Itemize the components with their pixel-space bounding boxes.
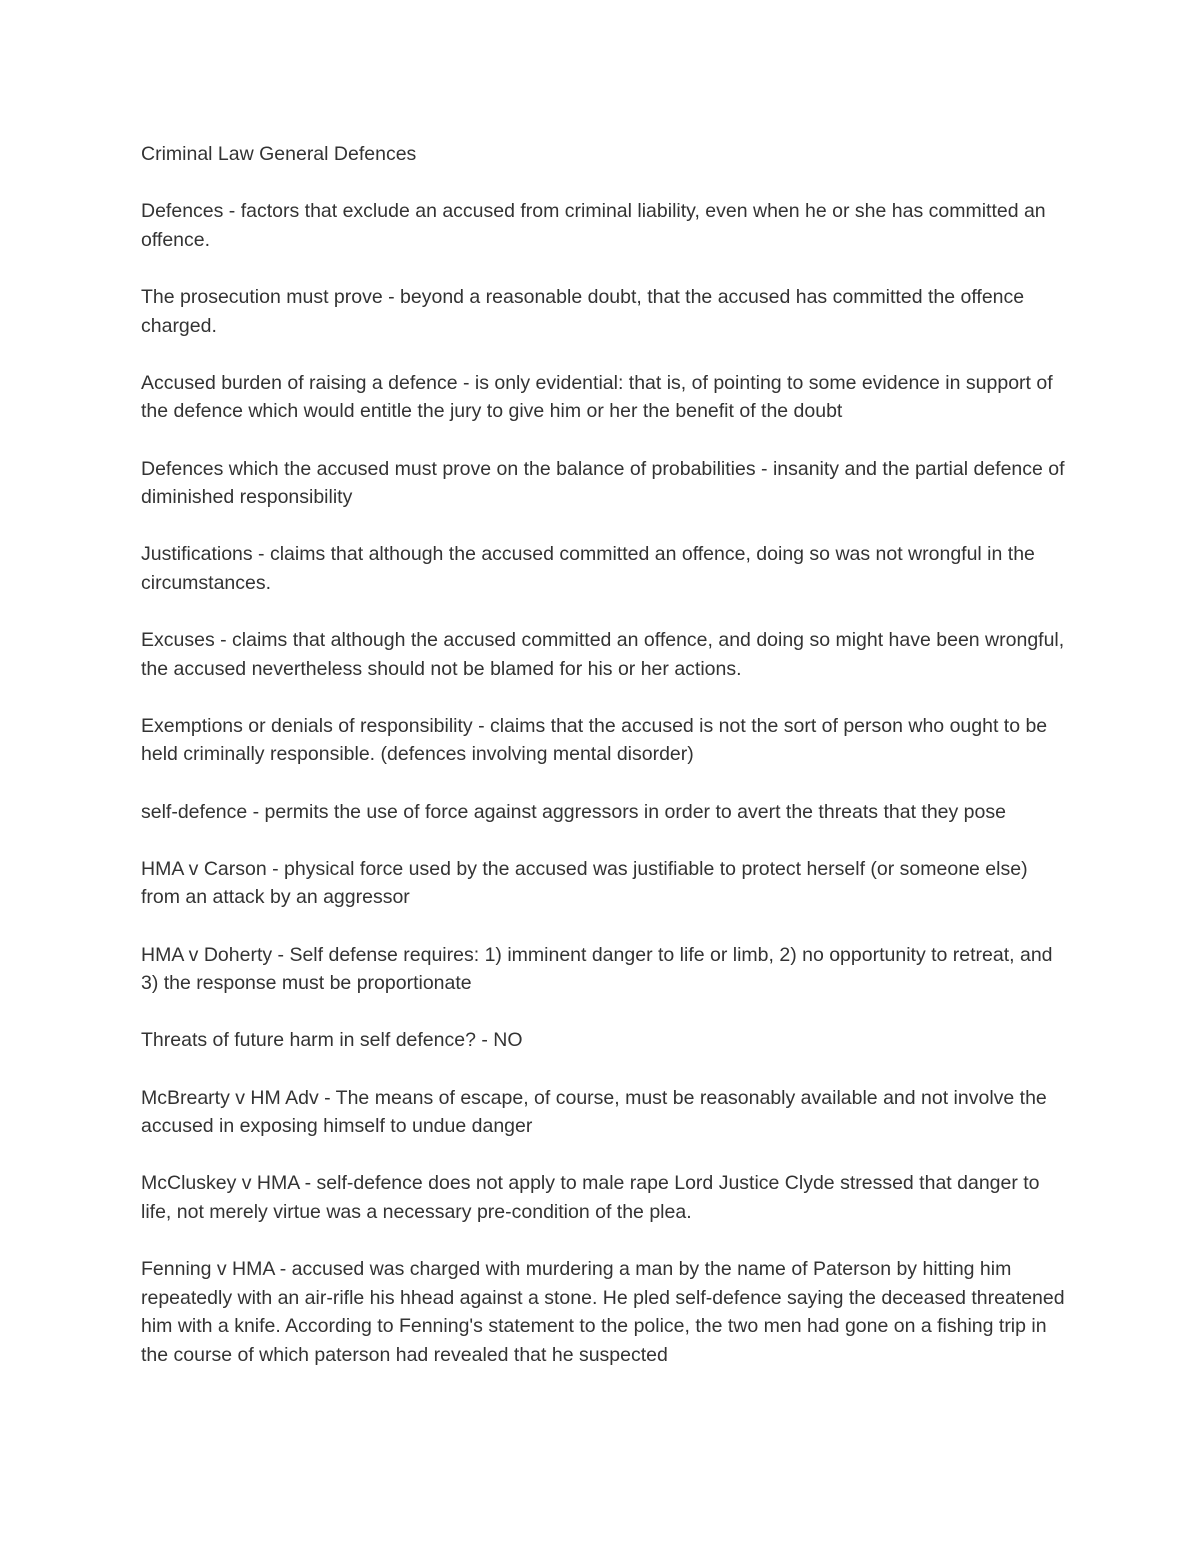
paragraph-exemptions: Exemptions or denials of responsibility - claims that the accused is not the sort of person who ought to be held criminally responsible. (defences involving mental disorder) xyxy=(141,714,1048,766)
paragraph-mccluskey: McCluskey v HMA - self-defence does not apply to male rape Lord Justice Clyde stressed that danger to life, not merely virtue was a necessary pre-condition of the plea. xyxy=(141,1172,1040,1223)
paragraph-prosecution: The prosecution must prove - beyond a reasonable doubt, that the accused has committed the offence charged. xyxy=(141,285,1025,337)
paragraph-defences: Defences - factors that exclude an accused from criminal liability, even when he or she has committed an offence. xyxy=(141,200,1046,251)
document-title: Criminal Law General Defences xyxy=(141,143,417,165)
paragraph-threats-future-harm: Threats of future harm in self defence? - NO xyxy=(141,1029,523,1052)
paragraph-accused-burden: Accused burden of raising a defence - is only evidential: that is, of pointing to some evidence in support of the defence which would entitle the jury to give him or her the benefit of the doubt xyxy=(141,371,1053,423)
paragraph-balance-of-probabilities: Defences which the accused must prove on the balance of probabilities - insanity and the partial defence of diminished responsibility xyxy=(141,457,1065,509)
paragraph-hma-v-doherty: HMA v Doherty - Self defense requires: 1) imminent danger to life or limb, 2) no opportunity to retreat, and 3) the response must be proportionate xyxy=(141,943,1053,995)
paragraph-self-defence: self-defence - permits the use of force against aggressors in order to avert the threats that they pose xyxy=(141,800,1006,823)
document-body xyxy=(141,140,1071,1398)
paragraph-mcbrearty: McBrearty v HM Adv - The means of escape, of course, must be reasonably available and not involve the accused in exposing himself to undue danger xyxy=(141,1086,1047,1138)
paragraph-hma-v-carson: HMA v Carson - physical force used by the accused was justifiable to protect herself (or someone else) from an attack by an aggressor xyxy=(141,857,1028,909)
paragraph-excuses: Excuses - claims that although the accused committed an offence, and doing so might have been wrongful, the accused nevertheless should not be blamed for his or her actions. xyxy=(141,629,1065,680)
paragraph-justifications: Justifications - claims that although the accused committed an offence, doing so was not wrongful in the circumstances. xyxy=(141,543,1035,594)
paragraph-fenning: Fenning v HMA - accused was charged with murdering a man by the name of Paterson by hitting him repeatedly with an air-rifle his hhead against a stone. He pled self-defence saying the deceased threatened him with a knife. According to Fenning's statement to the police, the two men had gone on a fishing trip in the course of which paterson had revealed that he suspected xyxy=(141,1258,1065,1366)
